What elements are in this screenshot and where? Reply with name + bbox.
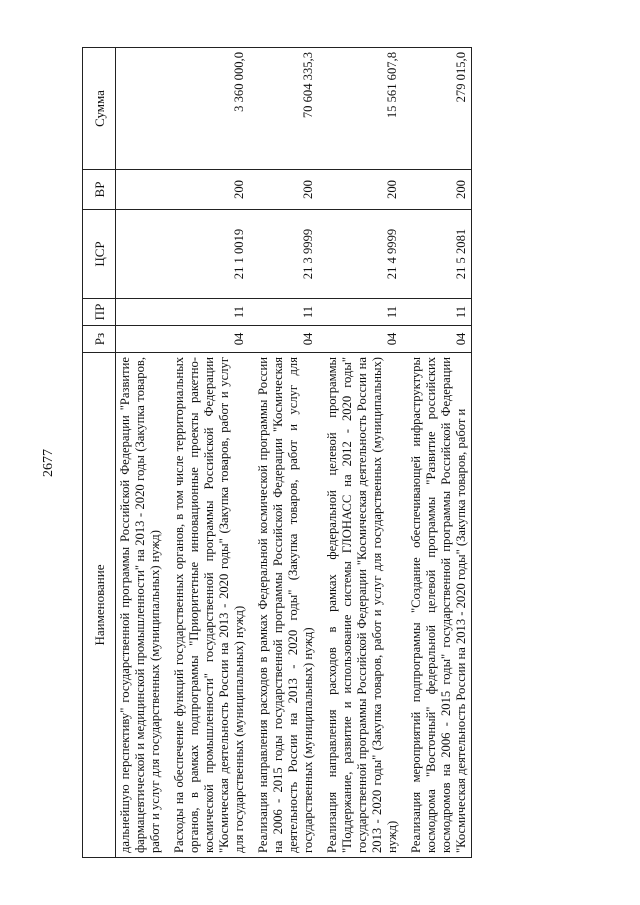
row-csr: 21 3 9999 xyxy=(249,210,318,299)
row-csr: 21 1 0019 xyxy=(165,210,249,299)
row-rz: 04 xyxy=(402,326,472,353)
row-pr: 11 xyxy=(249,299,318,326)
row-name: Реализация мероприятий подпрограммы "Создание обеспечивающей инфраструктуры космодрома "Восточный" федеральной целевой программы "Развитие российских космодромов на 2006 - 2015 годы" государственной программы Российской Федерации "Космическая деятельность России на 2013 - 2020 годы" (Закупка товаров, работ и xyxy=(402,353,472,858)
row-csr: 21 4 9999 xyxy=(318,210,402,299)
row-sum xyxy=(116,48,166,170)
row-name: дальнейшую перспективу" государственной программы Российской Федерации "Развитие фармацевтической и медицинской промышленности" на 2013 - 2020 годы (Закупка товаров, работ и услуг для государственных (муниципальных) нужд) xyxy=(116,353,166,858)
budget-table-container xyxy=(82,48,602,858)
row-rz: 04 xyxy=(318,326,402,353)
page-number: 2677 xyxy=(41,449,56,477)
table-header-row xyxy=(83,48,116,858)
header-rz: Рз xyxy=(83,326,116,353)
row-pr: 11 xyxy=(165,299,249,326)
row-pr: 11 xyxy=(402,299,472,326)
table-row xyxy=(249,48,318,858)
row-name: Реализация направления расходов в рамках федеральной целевой программы "Поддержание, развитие и использование системы ГЛОНАСС на 2012 - 2020 годы" государственной программы Российской Федерации "Космическая деятельность России на 2013 - 2020 годы" (Закупка товаров, работ и услуг для государственных (муниципальных) нужд) xyxy=(318,353,402,858)
row-vr: 200 xyxy=(165,170,249,210)
header-vr: ВР xyxy=(83,170,116,210)
row-csr: 21 5 2081 xyxy=(402,210,472,299)
header-name: Наименование xyxy=(83,353,116,858)
row-pr xyxy=(116,299,166,326)
table-row xyxy=(116,48,166,858)
row-name: Расходы на обеспечение функций государственных органов, в том числе территориальных органов, в рамках подпрограммы "Приоритетные инновационные проекты ракетно-космической промышленности" государственной программы Российской Федерации "Космическая деятельность России на 2013 - 2020 годы" (Закупка товаров, работ и услуг для государственных (муниципальных) нужд) xyxy=(165,353,249,858)
budget-table xyxy=(82,47,472,858)
row-vr: 200 xyxy=(318,170,402,210)
row-vr: 200 xyxy=(249,170,318,210)
row-sum: 15 561 607,8 xyxy=(318,48,402,170)
row-pr: 11 xyxy=(318,299,402,326)
table-row xyxy=(165,48,249,858)
row-sum: 70 604 335,3 xyxy=(249,48,318,170)
header-pr: ПР xyxy=(83,299,116,326)
header-csr: ЦСР xyxy=(83,210,116,299)
row-vr: 200 xyxy=(402,170,472,210)
header-sum: Сумма xyxy=(83,48,116,170)
row-vr xyxy=(116,170,166,210)
row-sum: 279 015,0 xyxy=(402,48,472,170)
row-sum: 3 360 000,0 xyxy=(165,48,249,170)
table-row xyxy=(318,48,402,858)
row-csr xyxy=(116,210,166,299)
row-rz: 04 xyxy=(165,326,249,353)
row-rz: 04 xyxy=(249,326,318,353)
row-rz xyxy=(116,326,166,353)
row-name: Реализация направления расходов в рамках Федеральной космической программы России на 2006 - 2015 годы государственной программы Российской Федерации "Космическая деятельность России на 2013 - 2020 годы" (Закупка товаров, работ и услуг для государственных (муниципальных) нужд) xyxy=(249,353,318,858)
table-row xyxy=(402,48,472,858)
